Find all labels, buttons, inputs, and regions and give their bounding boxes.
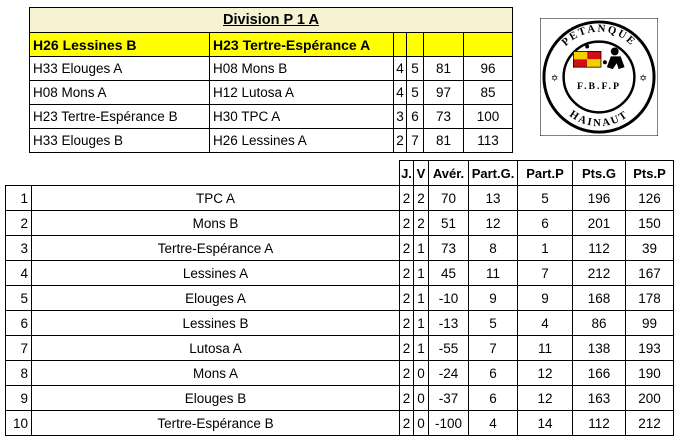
match-value-a xyxy=(394,33,407,57)
goal-average: 70 xyxy=(429,186,469,211)
points-for: 138 xyxy=(573,336,626,361)
team-name: Tertre-Espérance B xyxy=(32,411,400,436)
parts-won: 7 xyxy=(469,336,518,361)
match-score-away: 100 xyxy=(464,105,513,129)
match-home-team: H08 Mons A xyxy=(30,81,210,105)
parts-won: 11 xyxy=(469,261,518,286)
wins: 0 xyxy=(414,361,429,386)
parts-lost: 12 xyxy=(518,361,573,386)
division-title: Division P 1 A xyxy=(30,8,513,33)
rank-cell: 7 xyxy=(6,336,32,361)
match-row xyxy=(30,57,513,81)
games-played: 2 xyxy=(400,336,414,361)
rank-cell: 9 xyxy=(6,386,32,411)
goal-average: 73 xyxy=(429,236,469,261)
wins: 0 xyxy=(414,386,429,411)
points-against: 178 xyxy=(626,286,674,311)
standings-row xyxy=(6,286,674,311)
team-name: TPC A xyxy=(32,186,400,211)
parts-lost: 11 xyxy=(518,336,573,361)
parts-won: 4 xyxy=(469,411,518,436)
parts-lost: 12 xyxy=(518,386,573,411)
rank-cell: 3 xyxy=(6,236,32,261)
match-home-team: H33 Elouges A xyxy=(30,57,210,81)
match-value-b: 7 xyxy=(407,129,424,153)
standings-body xyxy=(6,161,674,436)
hainaut-shield-icon xyxy=(573,51,601,67)
division-title-row xyxy=(30,8,513,33)
match-home-team: H23 Tertre-Espérance B xyxy=(30,105,210,129)
parts-lost: 14 xyxy=(518,411,573,436)
match-value-b: 5 xyxy=(407,57,424,81)
match-value-b: 6 xyxy=(407,105,424,129)
team-name: Elouges A xyxy=(32,286,400,311)
parts-won: 5 xyxy=(469,311,518,336)
standings-header-row xyxy=(6,161,674,186)
match-away-team: H08 Mons B xyxy=(210,57,394,81)
goal-average: -37 xyxy=(429,386,469,411)
standings-table xyxy=(5,160,674,436)
match-value-a: 3 xyxy=(394,105,407,129)
parts-lost: 1 xyxy=(518,236,573,261)
points-for: 196 xyxy=(573,186,626,211)
games-played: 2 xyxy=(400,411,414,436)
standings-row xyxy=(6,311,674,336)
match-value-a: 4 xyxy=(394,57,407,81)
match-value-b: 5 xyxy=(407,81,424,105)
header-pts-g: Pts.G xyxy=(573,161,626,186)
match-row xyxy=(30,129,513,153)
match-score-home: 81 xyxy=(424,129,464,153)
points-for: 168 xyxy=(573,286,626,311)
wins: 0 xyxy=(414,411,429,436)
parts-lost: 4 xyxy=(518,311,573,336)
standings-row xyxy=(6,411,674,436)
team-name: Tertre-Espérance A xyxy=(32,236,400,261)
games-played: 2 xyxy=(400,311,414,336)
parts-won: 6 xyxy=(469,386,518,411)
match-score-away: 85 xyxy=(464,81,513,105)
parts-won: 13 xyxy=(469,186,518,211)
games-played: 2 xyxy=(400,211,414,236)
header-j: J. xyxy=(400,161,414,186)
wins: 1 xyxy=(414,236,429,261)
games-played: 2 xyxy=(400,386,414,411)
games-played: 2 xyxy=(400,261,414,286)
header-blank xyxy=(32,161,400,186)
rank-cell: 10 xyxy=(6,411,32,436)
games-played: 2 xyxy=(400,186,414,211)
rank-cell: 8 xyxy=(6,361,32,386)
points-against: 190 xyxy=(626,361,674,386)
wins: 1 xyxy=(414,311,429,336)
standings-row xyxy=(6,211,674,236)
star-icon: ✡ xyxy=(550,72,559,83)
match-score-away: 96 xyxy=(464,57,513,81)
standings-row xyxy=(6,336,674,361)
rank-cell: 4 xyxy=(6,261,32,286)
wins: 1 xyxy=(414,336,429,361)
team-name: Lessines A xyxy=(32,261,400,286)
points-for: 201 xyxy=(573,211,626,236)
header-aver: Avér. xyxy=(429,161,469,186)
match-row xyxy=(30,33,513,57)
header-part-p: Part.P xyxy=(518,161,573,186)
match-value-b xyxy=(407,33,424,57)
goal-average: -24 xyxy=(429,361,469,386)
header-blank xyxy=(6,161,32,186)
standings-row xyxy=(6,236,674,261)
star-icon: ✡ xyxy=(639,72,647,83)
standings-row xyxy=(6,361,674,386)
points-for: 112 xyxy=(573,411,626,436)
games-played: 2 xyxy=(400,286,414,311)
match-score-home: 73 xyxy=(424,105,464,129)
games-played: 2 xyxy=(400,361,414,386)
goal-average: -55 xyxy=(429,336,469,361)
team-name: Lutosa A xyxy=(32,336,400,361)
header-v: V xyxy=(414,161,429,186)
match-value-a: 4 xyxy=(394,81,407,105)
logo-dot xyxy=(585,45,589,49)
wins: 2 xyxy=(414,211,429,236)
team-name: Lessines B xyxy=(32,311,400,336)
header-part-g: Part.G. xyxy=(469,161,518,186)
rank-cell: 1 xyxy=(6,186,32,211)
match-value-a: 2 xyxy=(394,129,407,153)
goal-average: -13 xyxy=(429,311,469,336)
match-score-home: 97 xyxy=(424,81,464,105)
goal-average: 45 xyxy=(429,261,469,286)
wins: 2 xyxy=(414,186,429,211)
parts-won: 8 xyxy=(469,236,518,261)
goal-average: -100 xyxy=(429,411,469,436)
team-name: Mons A xyxy=(32,361,400,386)
points-against: 99 xyxy=(626,311,674,336)
points-against: 150 xyxy=(626,211,674,236)
matches-body xyxy=(30,8,513,153)
points-for: 212 xyxy=(573,261,626,286)
match-away-team: H23 Tertre-Espérance A xyxy=(210,33,394,57)
points-for: 166 xyxy=(573,361,626,386)
standings-row xyxy=(6,386,674,411)
points-against: 212 xyxy=(626,411,674,436)
parts-lost: 9 xyxy=(518,286,573,311)
points-against: 126 xyxy=(626,186,674,211)
rank-cell: 2 xyxy=(6,211,32,236)
match-score-home xyxy=(424,33,464,57)
points-for: 112 xyxy=(573,236,626,261)
match-away-team: H30 TPC A xyxy=(210,105,394,129)
team-name: Elouges B xyxy=(32,386,400,411)
logo-text-bottom: HAINAUT xyxy=(567,108,631,130)
parts-won: 12 xyxy=(469,211,518,236)
header-pts-p: Pts.P xyxy=(626,161,674,186)
parts-lost: 5 xyxy=(518,186,573,211)
standings-row xyxy=(6,261,674,286)
points-against: 167 xyxy=(626,261,674,286)
match-home-team: H26 Lessines B xyxy=(30,33,210,57)
match-score-away xyxy=(464,33,513,57)
points-against: 193 xyxy=(626,336,674,361)
wins: 1 xyxy=(414,286,429,311)
match-row xyxy=(30,105,513,129)
logo-text-middle: F.B.F.P xyxy=(577,80,621,92)
parts-won: 6 xyxy=(469,361,518,386)
match-away-team: H26 Lessines A xyxy=(210,129,394,153)
rank-cell: 6 xyxy=(6,311,32,336)
games-played: 2 xyxy=(400,236,414,261)
parts-lost: 7 xyxy=(518,261,573,286)
match-away-team: H12 Lutosa A xyxy=(210,81,394,105)
points-against: 39 xyxy=(626,236,674,261)
logo-text-top: PETANQUE xyxy=(559,22,639,49)
points-for: 163 xyxy=(573,386,626,411)
parts-lost: 6 xyxy=(518,211,573,236)
points-against: 200 xyxy=(626,386,674,411)
fbfp-hainaut-logo xyxy=(540,18,658,136)
match-row xyxy=(30,81,513,105)
team-name: Mons B xyxy=(32,211,400,236)
wins: 1 xyxy=(414,261,429,286)
matches-table xyxy=(29,7,513,153)
parts-won: 9 xyxy=(469,286,518,311)
match-score-away: 113 xyxy=(464,129,513,153)
goal-average: 51 xyxy=(429,211,469,236)
rank-cell: 5 xyxy=(6,286,32,311)
match-home-team: H33 Elouges B xyxy=(30,129,210,153)
standings-row xyxy=(6,186,674,211)
points-for: 86 xyxy=(573,311,626,336)
goal-average: -10 xyxy=(429,286,469,311)
match-score-home: 81 xyxy=(424,57,464,81)
